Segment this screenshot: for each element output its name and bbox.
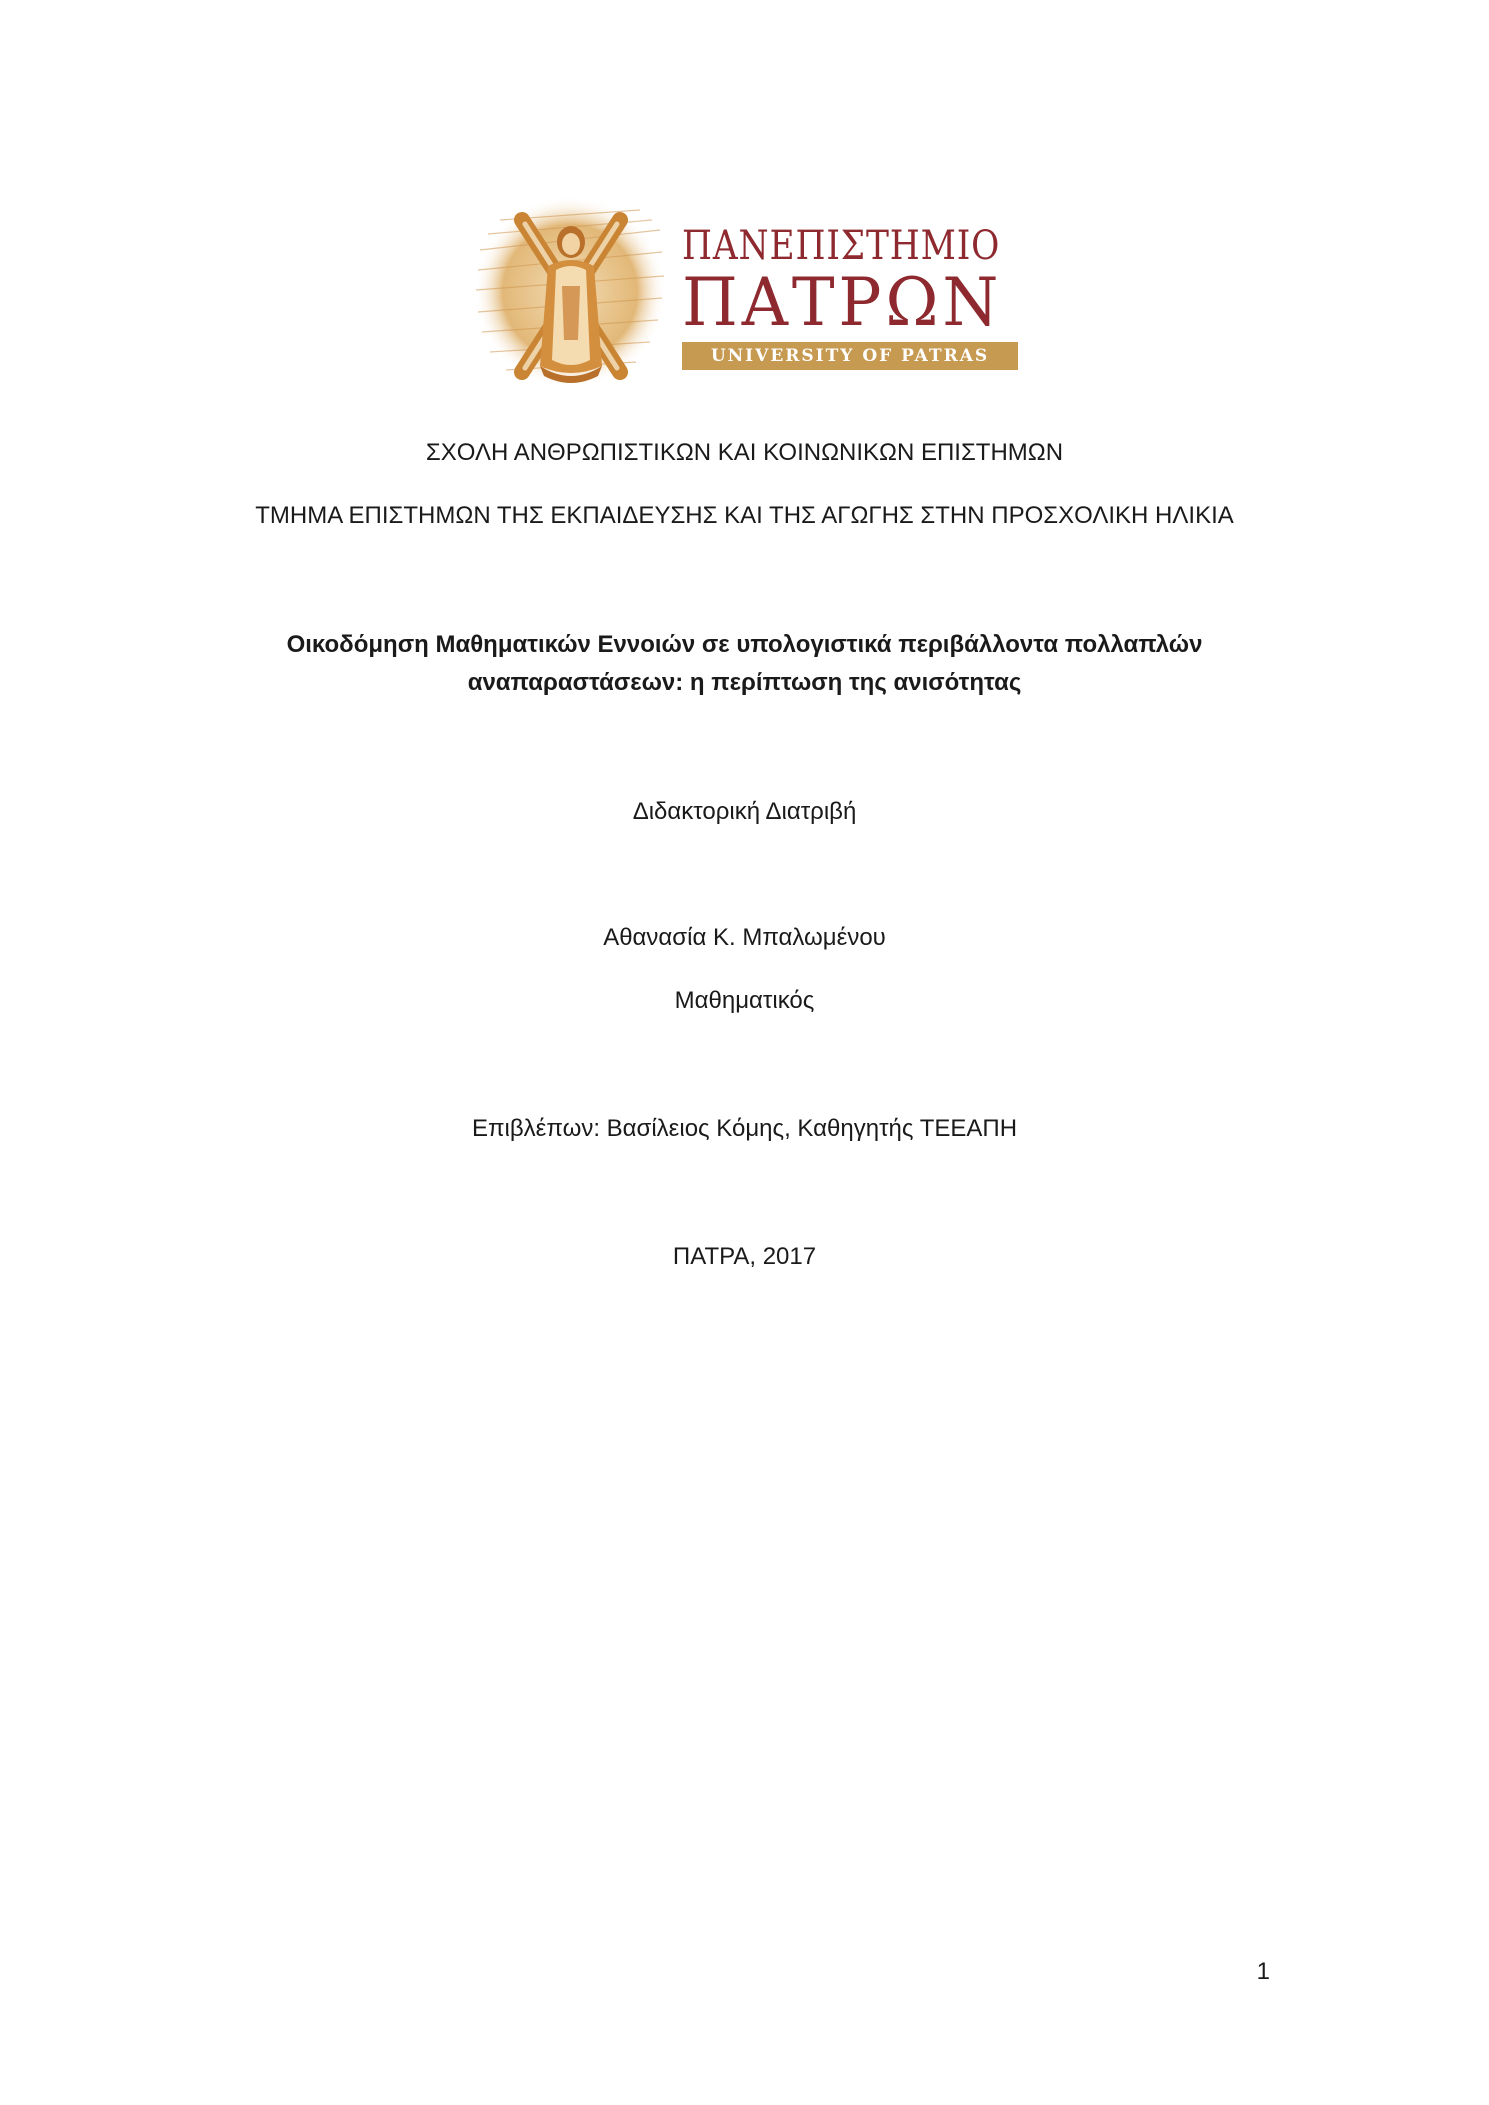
author-profession: Μαθηματικός [674, 987, 815, 1014]
page-number: 1 [1256, 1958, 1270, 1985]
place-date: ΠΑΤΡΑ, 2017 [672, 1243, 817, 1270]
supervisor: Επιβλέπων: Βασίλειος Κόμης, Καθηγητής ΤΕΕΑΠΗ [471, 1115, 1018, 1142]
saint-andrew-emblem-icon [470, 190, 670, 395]
logo-english-name: UNIVERSITY OF PATRAS [682, 342, 1018, 370]
logo-name-line1: ΠΑΝΕΠΙΣΤΗΜΙΟ [682, 223, 1001, 269]
school-name: ΣΧΟΛΗ ΑΝΘΡΩΠΙΣΤΙΚΩΝ ΚΑΙ ΚΟΙΝΩΝΙΚΩΝ ΕΠΙΣΤΗΜΩΝ [425, 439, 1064, 466]
department-name: ΤΜΗΜΑ ΕΠΙΣΤΗΜΩΝ ΤΗΣ ΕΚΠΑΙΔΕΥΣΗΣ ΚΑΙ ΤΗΣ ΑΓΩΓΗΣ ΣΤΗΝ ΠΡΟΣΧΟΛΙΚΗ ΗΛΙΚΙΑ [255, 502, 1234, 529]
logo-name-line2: ΠΑΤΡΩΝ [682, 264, 1003, 341]
logo-wordmark [682, 224, 1028, 370]
university-logo [470, 190, 1030, 405]
author-name: Αθανασία Κ. Μπαλωμένου [603, 924, 886, 951]
document-type: Διδακτορική Διατριβή [632, 798, 857, 825]
thesis-title-line1: Οικοδόμηση Μαθηματικών Εννοιών σε υπολογιστικά περιβάλλοντα πολλαπλών [286, 631, 1203, 658]
thesis-title-line2: αναπαραστάσεων: η περίπτωση της ανισότητας [467, 669, 1022, 696]
